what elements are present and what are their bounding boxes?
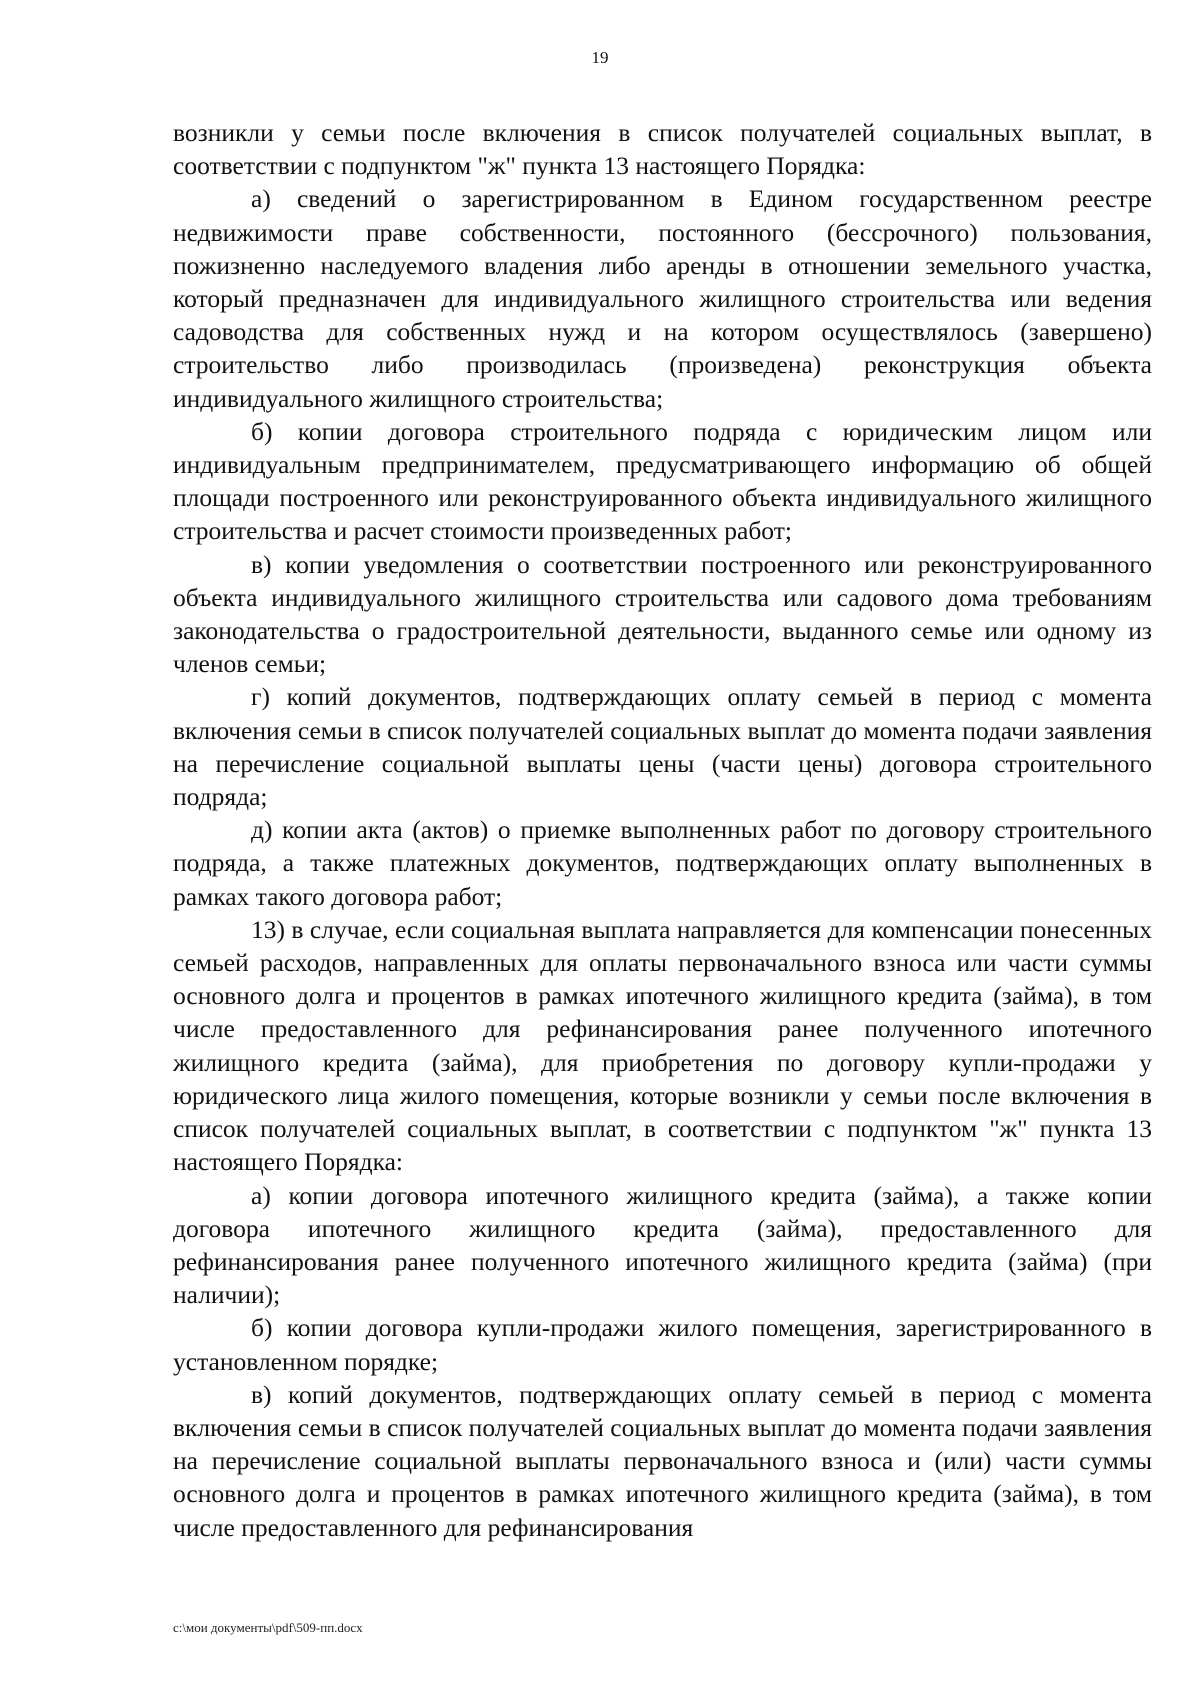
paragraph: б) копии договора купли-продажи жилого помещения, зарегистрированного в установленном порядке; (173, 1313, 1152, 1376)
paragraph: а) сведений о зарегистрированном в Едином государственном реестре недвижимости праве собственности, постоянного (бессрочного) пользования, пожизненно наследуемого владения либо аренды в отношении земельного участка, который предназначен для индивидуального жилищного строительства или ведения садоводства для собственных нужд и на котором осуществлялось (завершено) строительство либо производилась (произведена) реконструкция объекта индивидуального жилищного строительства; (173, 184, 1152, 413)
paragraph: д) копии акта (актов) о приемке выполненных работ по договору строительного подряда, а также платежных документов, подтверждающих оплату выполненных в рамках такого договора работ; (173, 815, 1152, 911)
paragraph: а) копии договора ипотечного жилищного кредита (займа), а также копии договора ипотечного жилищного кредита (займа), предоставленного для рефинансирования ранее полученного ипотечного жилищного кредита (займа) (при наличии); (173, 1180, 1152, 1310)
body-text (173, 116, 1152, 1544)
paragraph: в) копии уведомления о соответствии построенного или реконструированного объекта индивидуального жилищного строительства или садового дома требованиям законодательства о градостроительной деятельности, выданного семье или одному из членов семьи; (173, 549, 1152, 679)
footer-file-path: c:\мои документы\pdf\509-пп.docx (173, 1620, 363, 1635)
paragraph: б) копии договора строительного подряда с юридическим лицом или индивидуальным предпринимателем, предусматривающего информацию об общей площади построенного или реконструированного объекта индивидуального жилищного строительства и расчет стоимости произведенных работ; (173, 416, 1152, 546)
paragraph: г) копий документов, подтверждающих оплату семьей в период с момента включения семьи в список получателей социальных выплат до момента подачи заявления на перечисление социальной выплаты цены (части цены) договора строительного подряда; (173, 682, 1152, 812)
paragraph: 13) в случае, если социальная выплата направляется для компенсации понесенных семьей расходов, направленных для оплаты первоначального взноса или части суммы основного долга и процентов в рамках ипотечного жилищного кредита (займа), в том числе предоставленного для рефинансирования ранее полученного ипотечного жилищного кредита (займа), для приобретения по договору купли-продажи у юридического лица жилого помещения, которые возникли у семьи после включения в список получателей социальных выплат, в соответствии с подпунктом "ж" пункта 13 настоящего Порядка: (173, 914, 1152, 1177)
page-number: 19 (591, 48, 609, 67)
paragraph: в) копий документов, подтверждающих оплату семьей в период с момента включения семьи в список получателей социальных выплат до момента подачи заявления на перечисление социальной выплаты первоначального взноса и (или) части суммы основного долга и процентов в рамках ипотечного жилищного кредита (займа), в том числе предоставленного для рефинансирования (173, 1379, 1152, 1542)
paragraph: возникли у семьи после включения в список получателей социальных выплат, в соответствии с подпунктом "ж" пункта 13 настоящего Порядка: (173, 118, 1152, 181)
